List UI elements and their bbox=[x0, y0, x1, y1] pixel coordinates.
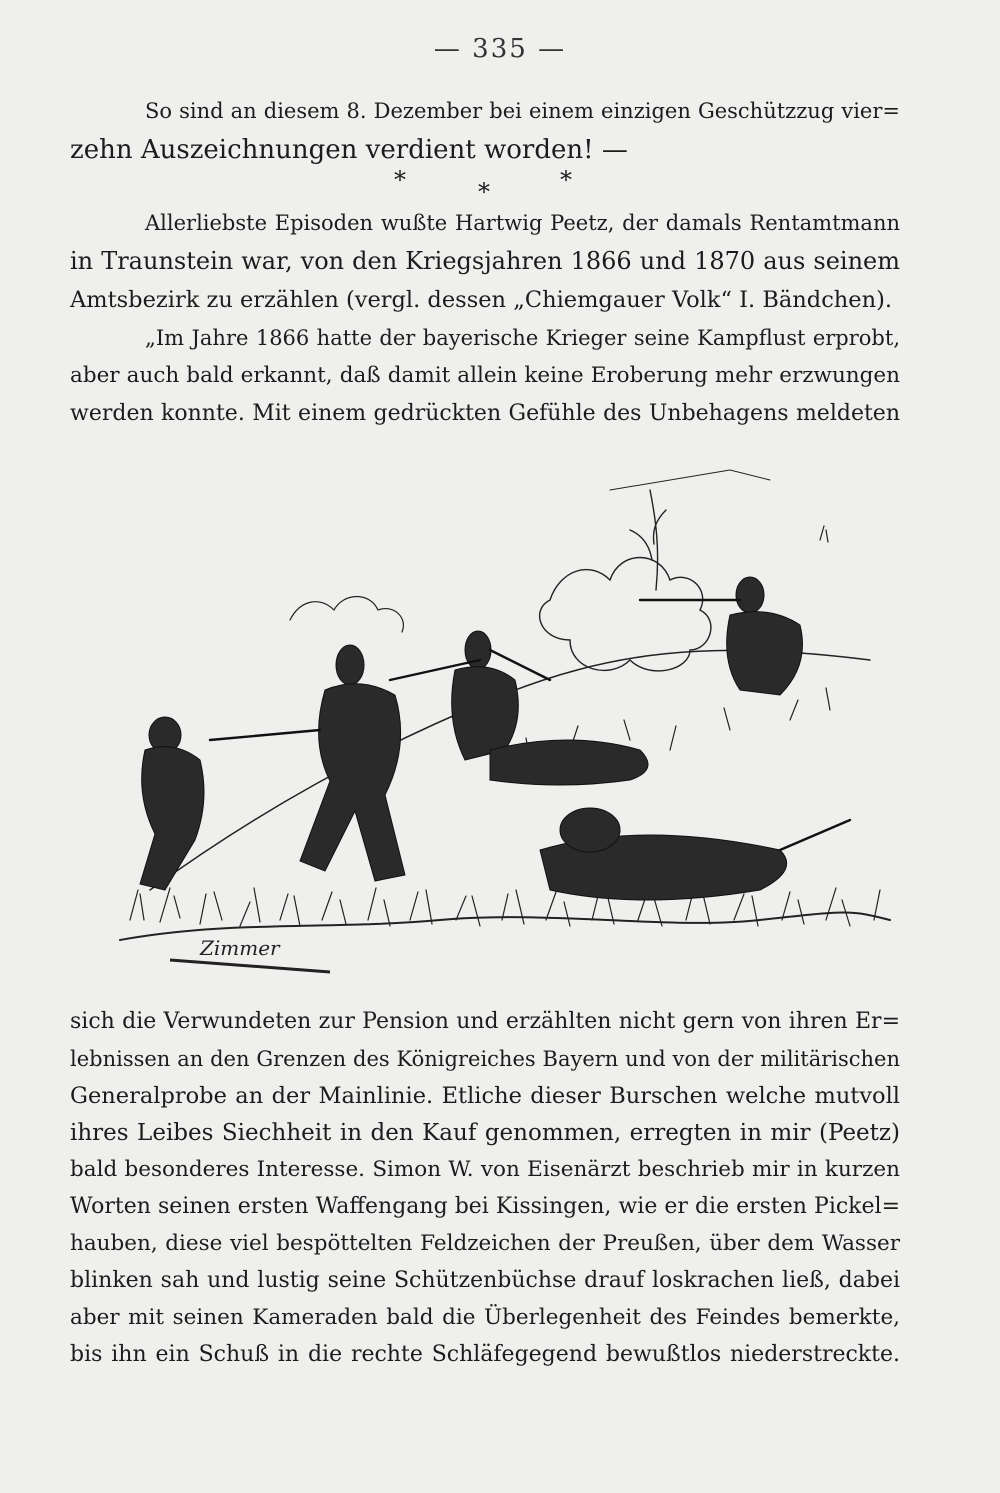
text-line: So sind an diesem 8. Dezember bei einem einzigen Geschützzug vier= bbox=[145, 99, 900, 123]
text-line: bald besonderes Interesse. Simon W. von Eisenärzt beschrieb mir in kurzen bbox=[70, 1157, 900, 1182]
battle-illustration bbox=[110, 450, 900, 980]
text-line: Allerliebste Episoden wußte Hartwig Peetz, der damals Rentamtmann bbox=[145, 211, 900, 235]
text-line: hauben, diese viel bespöttelten Feldzeichen der Preußen, über dem Wasser bbox=[70, 1231, 900, 1256]
text-line: ihres Leibes Siechheit in den Kauf genommen, erregten in mir (Peetz) bbox=[70, 1120, 900, 1146]
section-break-asterism bbox=[380, 166, 600, 210]
asterisk: * bbox=[560, 166, 572, 194]
text-line: bis ihn ein Schuß in die rechte Schläfegegend bewußtlos niederstreckte. bbox=[70, 1342, 900, 1367]
asterisk: * bbox=[478, 178, 490, 206]
asterisk: * bbox=[394, 166, 406, 194]
text-line: Generalprobe an der Mainlinie. Etliche dieser Burschen welche mutvoll bbox=[70, 1083, 900, 1109]
text-line: aber mit seinen Kameraden bald die Überlegenheit des Feindes bemerkte, bbox=[70, 1305, 900, 1330]
text-line: werden konnte. Mit einem gedrückten Gefühle des Unbehagens meldeten bbox=[70, 401, 900, 426]
text-line: „Im Jahre 1866 hatte der bayerische Krieger seine Kampflust erprobt, bbox=[145, 326, 900, 350]
text-line: in Traunstein war, von den Kriegsjahren 1866 und 1870 aus seinem bbox=[70, 247, 900, 275]
text-line: aber auch bald erkannt, daß damit allein keine Eroberung mehr erzwungen bbox=[70, 363, 900, 388]
text-line: sich die Verwundeten zur Pension und erzählten nicht gern von ihren Er= bbox=[70, 1009, 900, 1034]
text-line: zehn Auszeichnungen verdient worden! — bbox=[70, 135, 628, 165]
artist-signature: Zimmer bbox=[200, 936, 280, 960]
text-line: Amtsbezirk zu erzählen (vergl. dessen „Chiemgauer Volk“ I. Bändchen). bbox=[70, 287, 893, 313]
text-line: Worten seinen ersten Waffengang bei Kissingen, wie er die ersten Pickel= bbox=[70, 1194, 900, 1219]
text-line: lebnissen an den Grenzen des Königreiches Bayern und von der militärischen bbox=[70, 1047, 900, 1071]
text-line: blinken sah und lustig seine Schützenbüchse drauf loskrachen ließ, dabei bbox=[70, 1268, 900, 1293]
page-number: — 335 — bbox=[433, 34, 567, 64]
